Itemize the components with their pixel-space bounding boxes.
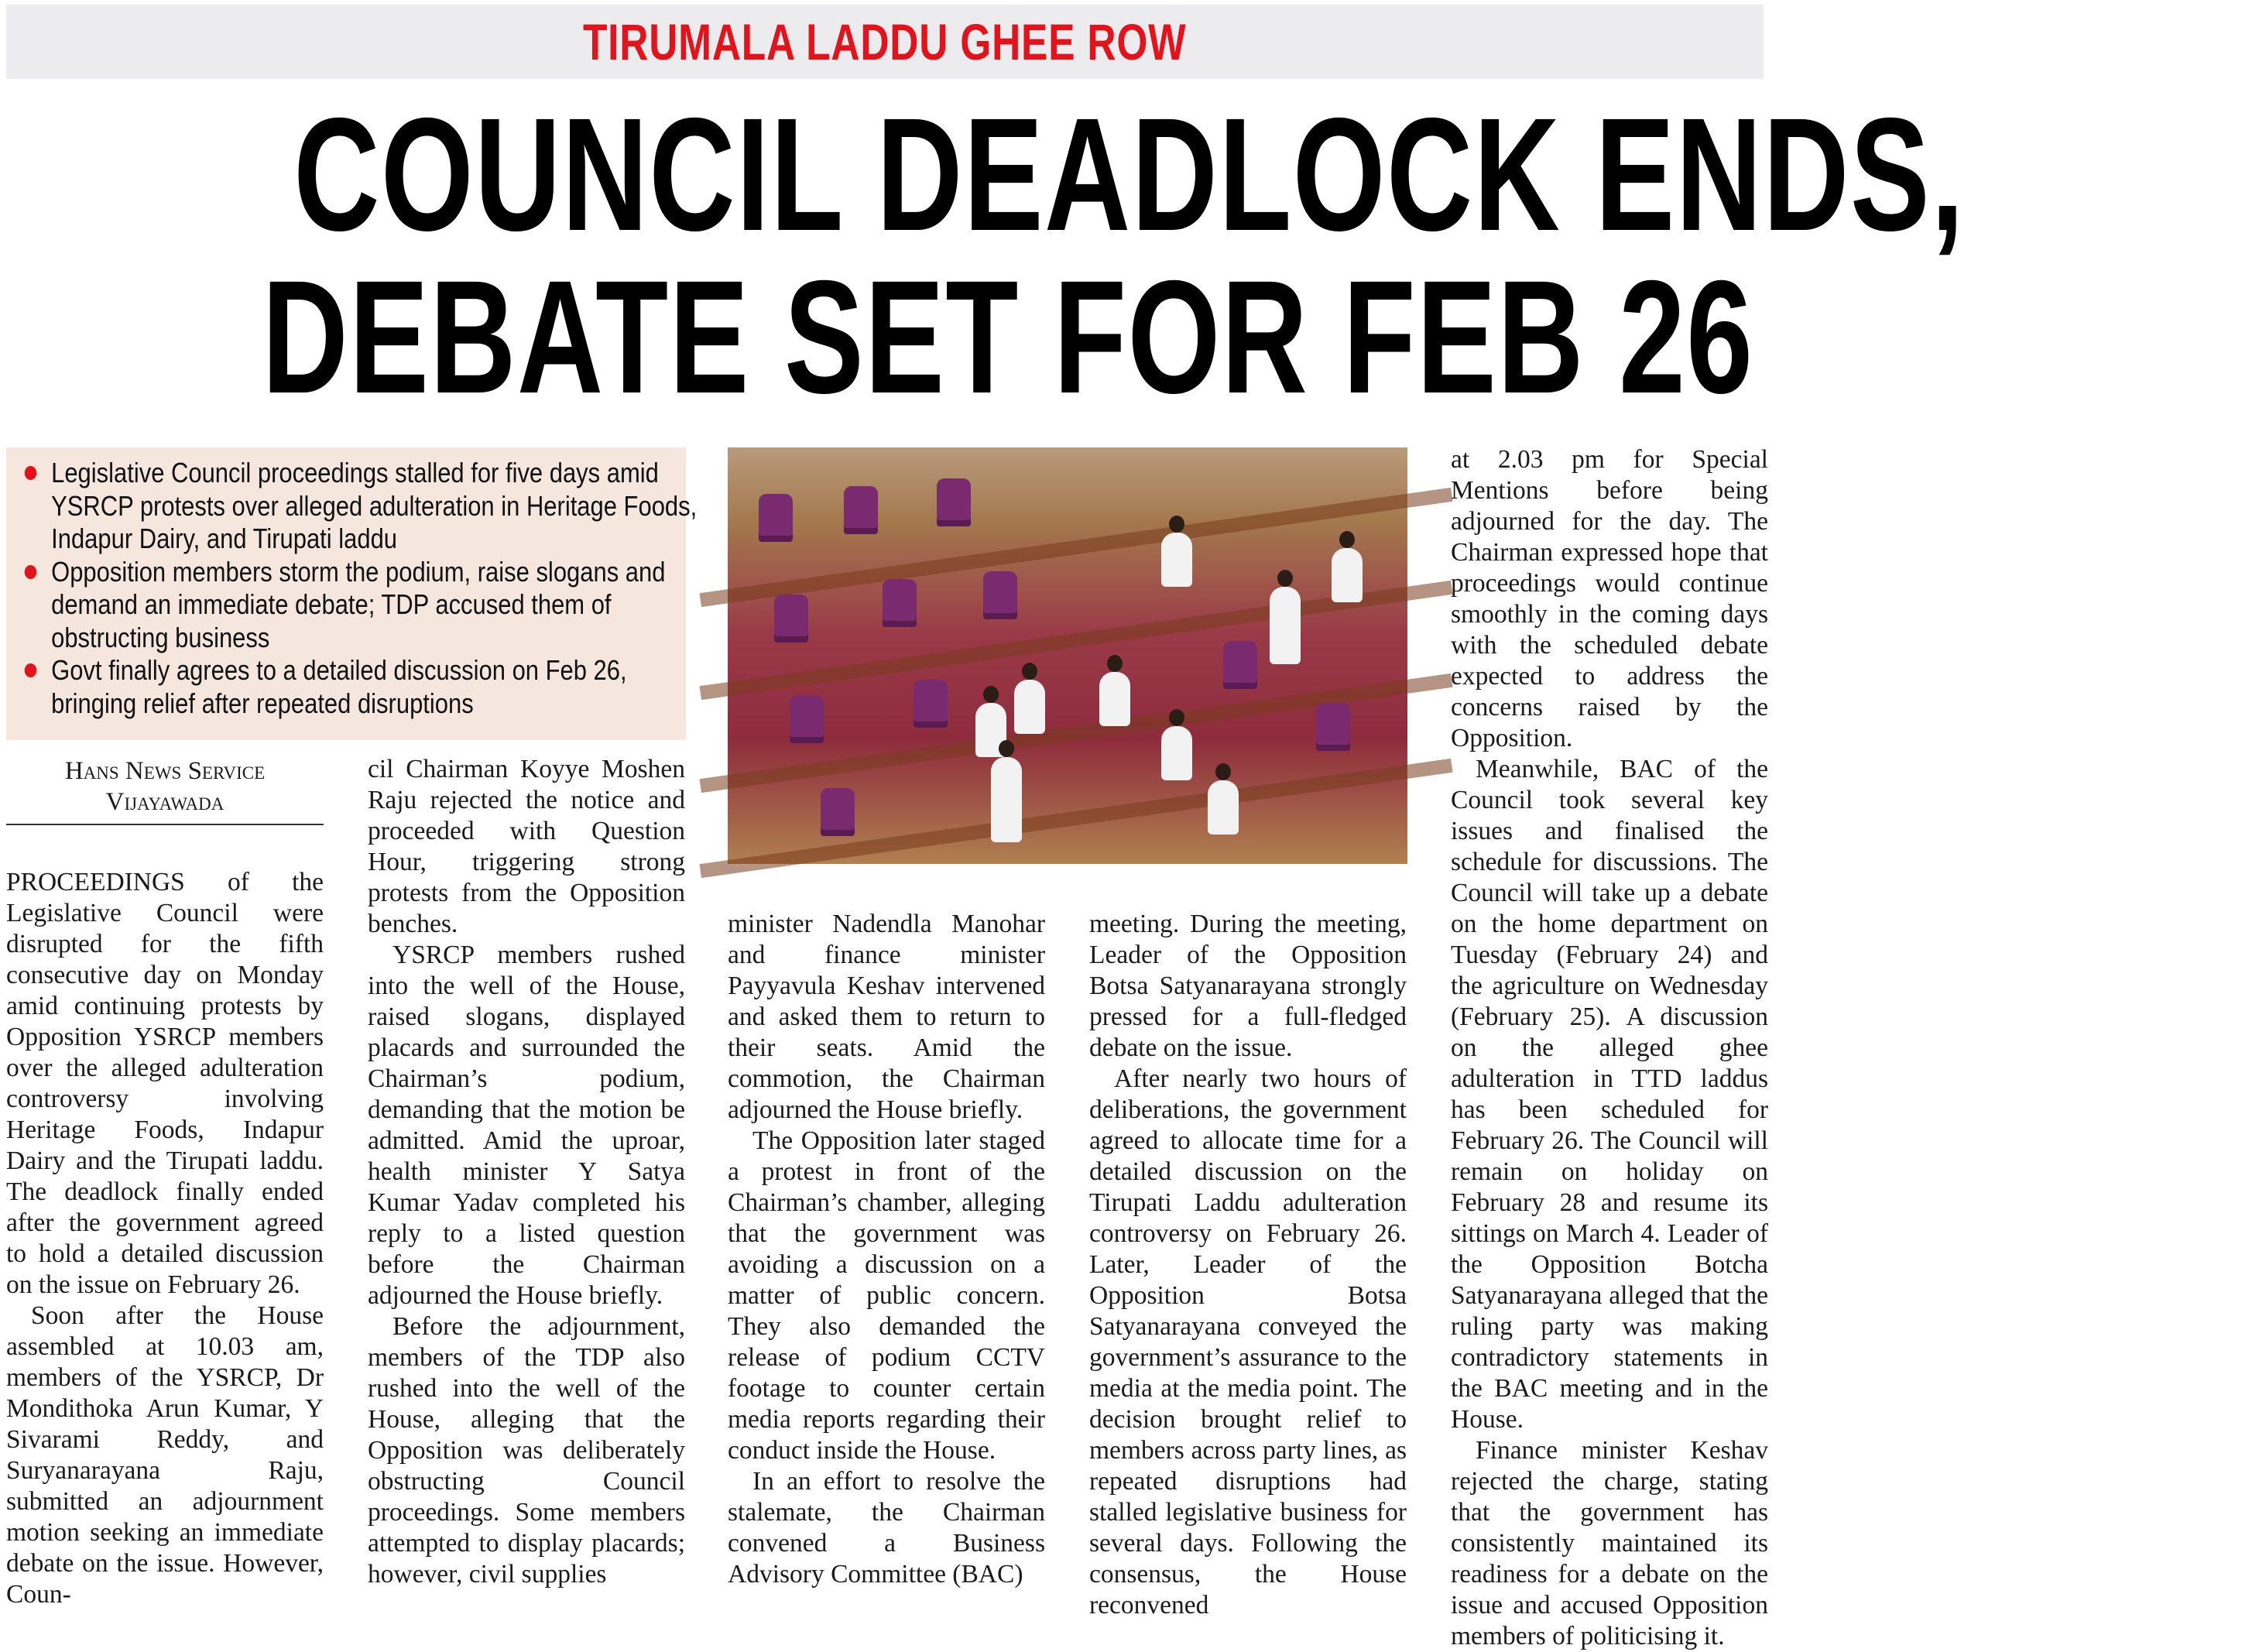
photo-chair (844, 486, 878, 534)
article-column-4 (1089, 909, 1407, 1621)
paragraph: minister Nadendla Manohar and finance minister Payyavula Keshav intervened and asked them to return to their seats. Amid the commotion, the Chairman adjourned the House briefly. (728, 910, 1045, 1124)
kicker: TIRUMALA LADDU GHEE ROW (583, 13, 1187, 70)
highlights-list (23, 457, 698, 720)
article-column-1 (6, 867, 324, 1610)
photo-person (1332, 548, 1363, 602)
photo-person (1161, 726, 1192, 780)
photo-chair (759, 494, 793, 542)
photo-chair (774, 595, 808, 643)
highlight-text: Opposition members storm the podium, raise slogans and demand an immediate debate; TDP accused them of obstructing business (51, 555, 666, 653)
paragraph: The Opposition later staged a protest in front of the Chairman’s chamber, alleging that the government was avoiding a discussion on a matter of public concern. They also demanded the release of podium CCTV footage to counter certain media reports regarding their conduct inside the House. (728, 1126, 1045, 1465)
paragraph: cil Chairman Koyye Moshen Raju rejected the notice and proceeded with Question Hour, triggering strong protests from the Opposition benches. (368, 755, 685, 938)
highlights-box (6, 447, 698, 740)
headline-line-1 (0, 85, 1966, 265)
headline-line-1-text: COUNCIL DEADLOCK ENDS, (293, 85, 1966, 265)
highlight-text: Govt finally agrees to a detailed discussion on Feb 26, bringing relief after repeated disruptions (51, 654, 627, 719)
highlight-item (23, 556, 701, 655)
article-column-2 (368, 754, 685, 1590)
article-column-3 (728, 909, 1045, 1590)
photo-person-standing (1270, 587, 1301, 664)
kicker-band (6, 5, 1764, 79)
photo-chair (1316, 703, 1350, 751)
highlight-item (23, 457, 701, 556)
photo-chair (821, 788, 855, 836)
photo-person (1161, 533, 1192, 587)
byline-service: Hans News Service (64, 757, 266, 785)
photo-person (1099, 672, 1130, 726)
paragraph: After nearly two hours of deliberations, the government agreed to allocate time for a detailed discussion on the Tirupati Laddu adulteration controversy on February 26. Later, Leader of the Opposition Botsa Satyanarayana conveyed the government’s assurance to the media at the media point. The decision brought relief to members across party lines, as repeated disruptions had stalled legislative business for several days. Following the consensus, the House reconvened (1089, 1064, 1407, 1619)
headline-line-2 (0, 248, 1770, 427)
paragraph: PROCEEDINGS of the Legislative Council were disrupted for the fifth consecutive day on Monday amid continuing protests by Opposition YSRCP members over the alleged adulteration controversy involving Heritage Foods, Indapur Dairy and the Tirupati laddu. The deadlock finally ended after the government agreed to hold a detailed discussion on the issue on February 26. (6, 868, 324, 1299)
byline-location: Vijayawada (105, 788, 225, 816)
council-chamber-photo (728, 447, 1407, 864)
paragraph: Finance minister Keshav rejected the charge, stating that the government has consistently maintained its readiness for a debate on the issue and accused Opposition members of politicising it. (1451, 1436, 1768, 1650)
paragraph: Before the adjournment, members of the TDP also rushed into the well of the House, alleging that the Opposition was deliberately obstructing Council proceedings. Some members attempted to display placards; however, civil supplies (368, 1312, 685, 1589)
highlight-item (23, 654, 701, 720)
headline-line-2-text: DEBATE SET FOR FEB 26 (262, 248, 1754, 427)
photo-chair (883, 579, 917, 627)
article-column-5 (1451, 444, 1768, 1652)
photo-person-standing (991, 757, 1022, 842)
bullet-icon (25, 663, 36, 677)
bullet-icon (25, 466, 36, 480)
photo-person (1014, 680, 1045, 734)
paragraph: meeting. During the meeting, Leader of the Opposition Botsa Satyanarayana strongly pressed for a full-fledged debate on the issue. (1089, 910, 1407, 1062)
paragraph: Soon after the House assembled at 10.03 am, members of the YSRCP, Dr Mondithoka Arun Kumar, Y Sivarami Reddy, and Suryanarayana Raju, submitted an adjournment motion seeking an immediate debate on the issue. However, Coun- (6, 1301, 324, 1609)
photo-chair (937, 478, 971, 526)
photo-person (1208, 780, 1239, 835)
paragraph: Meanwhile, BAC of the Council took several key issues and finalised the schedule for discussions. The Council will take up a debate on the home department on Tuesday (February 24) and the agriculture on Wednesday (February 25). A discussion on the alleged ghee adulteration in TTD laddus has been scheduled for February 26. The Council will remain on holiday on February 28 and resume its sittings on March 4. Leader of the Opposition Botcha Satyanarayana alleged that the ruling party was making contradictory statements in the BAC meeting and in the House. (1451, 755, 1768, 1434)
paragraph: at 2.03 pm for Special Mentions before being adjourned for the day. The Chairman expressed hope that proceedings would continue smoothly in the coming days with the scheduled debate expected to address the concerns raised by the Opposition. (1451, 445, 1768, 752)
paragraph: YSRCP members rushed into the well of the House, raised slogans, displayed placards and surrounded the Chairman’s podium, demanding that the motion be admitted. Amid the uproar, health minister Y Satya Kumar Yadav completed his reply to a listed question before the Chairman adjourned the House briefly. (368, 941, 685, 1310)
photo-chair (790, 695, 824, 743)
highlight-text: Legislative Council proceedings stalled for five days amid YSRCP protests over alleged adulteration in Heritage Foods, Indapur Dairy, and Tirupati laddu (51, 457, 698, 554)
paragraph: In an effort to resolve the stalemate, the Chairman convened a Business Advisory Committee (BAC) (728, 1467, 1045, 1589)
bullet-icon (25, 565, 36, 579)
photo-chair (914, 680, 948, 728)
byline-divider (6, 824, 324, 825)
photo-chair (983, 571, 1017, 619)
photo-chair (1223, 641, 1257, 689)
byline (6, 756, 324, 817)
